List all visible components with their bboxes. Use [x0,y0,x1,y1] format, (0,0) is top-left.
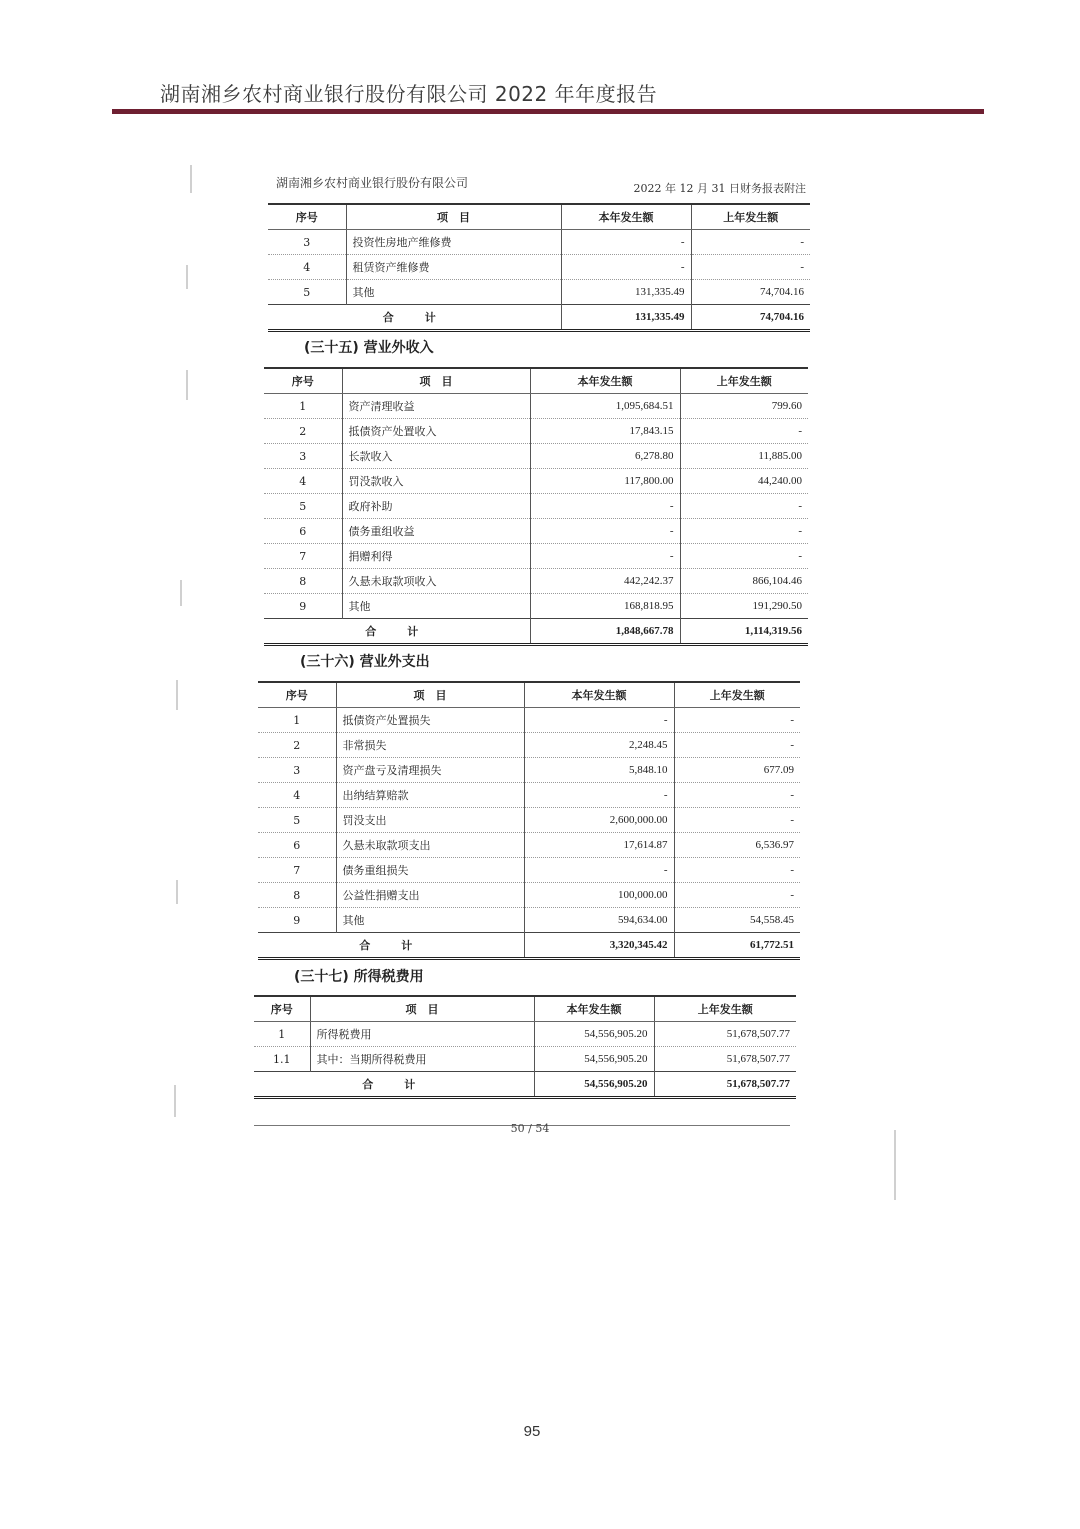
total-current: 3,320,345.42 [524,933,674,959]
row-seq: 7 [258,858,336,883]
inner-company-name: 湖南湘乡农村商业银行股份有限公司 [276,176,469,190]
row-current: 6,278.80 [530,444,680,469]
row-prior: 866,104.46 [680,569,808,594]
row-current: 131,335.49 [561,280,691,305]
scan-margin-mark [180,580,182,606]
row-item: 久悬未取款项支出 [336,833,524,858]
row-current: 442,242.37 [530,569,680,594]
table-row [264,469,808,494]
row-item: 债务重组损失 [336,858,524,883]
row-seq: 4 [264,469,342,494]
total-current: 1,848,667.78 [530,619,680,645]
row-seq: 6 [264,519,342,544]
row-seq: 2 [264,419,342,444]
row-prior: 44,240.00 [680,469,808,494]
table-row [264,569,808,594]
section-heading-non-operating-expense: (三十六) 营业外支出 [300,654,430,670]
income-tax-table [254,995,796,1099]
row-prior: 54,558.45 [674,908,800,933]
row-prior: - [674,858,800,883]
total-prior: 1,114,319.56 [680,619,808,645]
row-item: 其他 [342,594,530,619]
row-current: 5,848.10 [524,758,674,783]
row-item: 捐赠利得 [342,544,530,569]
row-seq: 4 [268,255,346,280]
total-row [268,305,810,331]
row-prior: - [691,255,810,280]
column-header-current: 本年发生额 [530,368,680,394]
report-header-rule [112,109,984,114]
table-row [264,444,808,469]
row-prior: - [680,544,808,569]
total-label: 合 计 [254,1072,534,1098]
column-header-item: 项 目 [310,996,534,1022]
row-seq: 9 [258,908,336,933]
column-header-item: 项 目 [336,682,524,708]
table-row [264,594,808,619]
column-header-prior: 上年发生额 [691,204,810,230]
total-label: 合 计 [264,619,530,645]
row-current: - [524,858,674,883]
total-prior: 74,704.16 [691,305,810,331]
column-header-current: 本年发生额 [524,682,674,708]
row-seq: 7 [264,544,342,569]
table-row [258,883,800,908]
total-prior: 51,678,507.77 [654,1072,796,1098]
scan-margin-mark [894,1130,896,1200]
row-item: 抵债资产处置损失 [336,708,524,733]
row-seq: 5 [264,494,342,519]
table-row [264,519,808,544]
table-row [258,858,800,883]
row-seq: 9 [264,594,342,619]
row-seq: 8 [264,569,342,594]
table-row [258,733,800,758]
row-item: 资产盘亏及清理损失 [336,758,524,783]
row-prior: 799.60 [680,394,808,419]
row-prior: - [674,733,800,758]
column-header-prior: 上年发生额 [680,368,808,394]
row-item: 租赁资产维修费 [346,255,561,280]
inner-page-header [276,174,806,196]
row-prior: 6,536.97 [674,833,800,858]
report-title: 湖南湘乡农村商业银行股份有限公司 2022 年年度报告 [160,82,658,106]
table-row [268,230,810,255]
non-operating-expense-table [258,681,800,960]
column-header-current: 本年发生额 [534,996,654,1022]
row-current: 100,000.00 [524,883,674,908]
table-row [258,783,800,808]
row-current: 2,248.45 [524,733,674,758]
section-heading-non-operating-income: (三十五) 营业外收入 [304,340,434,356]
row-item: 其中：当期所得税费用 [310,1047,534,1072]
row-prior: - [674,808,800,833]
row-prior: 51,678,507.77 [654,1047,796,1072]
non-operating-income-table [264,367,808,646]
total-current: 131,335.49 [561,305,691,331]
row-current: - [524,783,674,808]
row-current: - [561,255,691,280]
row-seq: 1 [254,1022,310,1047]
table-row [268,280,810,305]
total-row [258,933,800,959]
row-seq: 1 [258,708,336,733]
row-prior: 51,678,507.77 [654,1022,796,1047]
column-header-item: 项 目 [346,204,561,230]
scan-margin-mark [176,880,178,904]
row-item: 其他 [336,908,524,933]
table-row [264,494,808,519]
row-prior: 74,704.16 [691,280,810,305]
inner-date-label: 2022 年 12 月 31 日财务报表附注 [633,182,806,195]
row-seq: 3 [258,758,336,783]
page-number: 95 [523,1423,541,1440]
table-row [264,544,808,569]
row-current: - [530,494,680,519]
column-header-seq: 序号 [254,996,310,1022]
table-row [254,1022,796,1047]
row-seq: 5 [258,808,336,833]
row-current: - [530,519,680,544]
row-seq: 1.1 [254,1047,310,1072]
column-header-seq: 序号 [264,368,342,394]
row-prior: - [674,783,800,808]
scan-margin-mark [190,165,192,193]
row-item: 罚没支出 [336,808,524,833]
column-header-seq: 序号 [268,204,346,230]
table-row [258,758,800,783]
table-row [264,419,808,444]
row-item: 出纳结算赔款 [336,783,524,808]
table-row [268,255,810,280]
row-current: 54,556,905.20 [534,1047,654,1072]
row-seq: 2 [258,733,336,758]
column-header-prior: 上年发生额 [654,996,796,1022]
row-item: 债务重组收益 [342,519,530,544]
scan-margin-mark [186,265,188,289]
row-current: 594,634.00 [524,908,674,933]
row-prior: - [680,494,808,519]
row-item: 资产清理收益 [342,394,530,419]
scan-margin-mark [186,370,188,400]
row-seq: 4 [258,783,336,808]
row-current: - [530,544,680,569]
row-prior: - [691,230,810,255]
row-current: - [524,708,674,733]
row-current: 17,614.87 [524,833,674,858]
row-seq: 6 [258,833,336,858]
row-item: 投资性房地产维修费 [346,230,561,255]
row-prior: - [680,519,808,544]
row-prior: 191,290.50 [680,594,808,619]
row-seq: 3 [264,444,342,469]
row-current: 1,095,684.51 [530,394,680,419]
column-header-prior: 上年发生额 [674,682,800,708]
row-current: 2,600,000.00 [524,808,674,833]
row-current: 54,556,905.20 [534,1022,654,1047]
row-item: 久悬未取款项收入 [342,569,530,594]
column-header-current: 本年发生额 [561,204,691,230]
table-row [258,708,800,733]
row-current: - [561,230,691,255]
total-prior: 61,772.51 [674,933,800,959]
scan-margin-mark [174,1085,176,1117]
total-label: 合 计 [258,933,524,959]
row-current: 17,843.15 [530,419,680,444]
scan-margin-mark [176,680,178,710]
table-row [264,394,808,419]
table-row [258,908,800,933]
row-seq: 5 [268,280,346,305]
table-row [254,1047,796,1072]
row-seq: 3 [268,230,346,255]
row-item: 罚没款收入 [342,469,530,494]
column-header-item: 项 目 [342,368,530,394]
row-seq: 8 [258,883,336,908]
row-item: 其他 [346,280,561,305]
section-heading-income-tax: (三十七) 所得税费用 [294,969,424,985]
row-item: 长款收入 [342,444,530,469]
row-prior: - [680,419,808,444]
row-prior: 11,885.00 [680,444,808,469]
row-item: 所得税费用 [310,1022,534,1047]
row-prior: 677.09 [674,758,800,783]
row-item: 非常损失 [336,733,524,758]
row-item: 抵债资产处置收入 [342,419,530,444]
total-row [254,1072,796,1098]
row-current: 117,800.00 [530,469,680,494]
row-item: 公益性捐赠支出 [336,883,524,908]
total-current: 54,556,905.20 [534,1072,654,1098]
total-row [264,619,808,645]
row-item: 政府补助 [342,494,530,519]
continued-table [268,203,810,332]
table-row [258,833,800,858]
row-prior: - [674,708,800,733]
row-current: 168,818.95 [530,594,680,619]
table-row [258,808,800,833]
inner-footer-page: 50 / 54 [510,1122,550,1135]
column-header-seq: 序号 [258,682,336,708]
total-label: 合 计 [268,305,561,331]
row-seq: 1 [264,394,342,419]
row-prior: - [674,883,800,908]
